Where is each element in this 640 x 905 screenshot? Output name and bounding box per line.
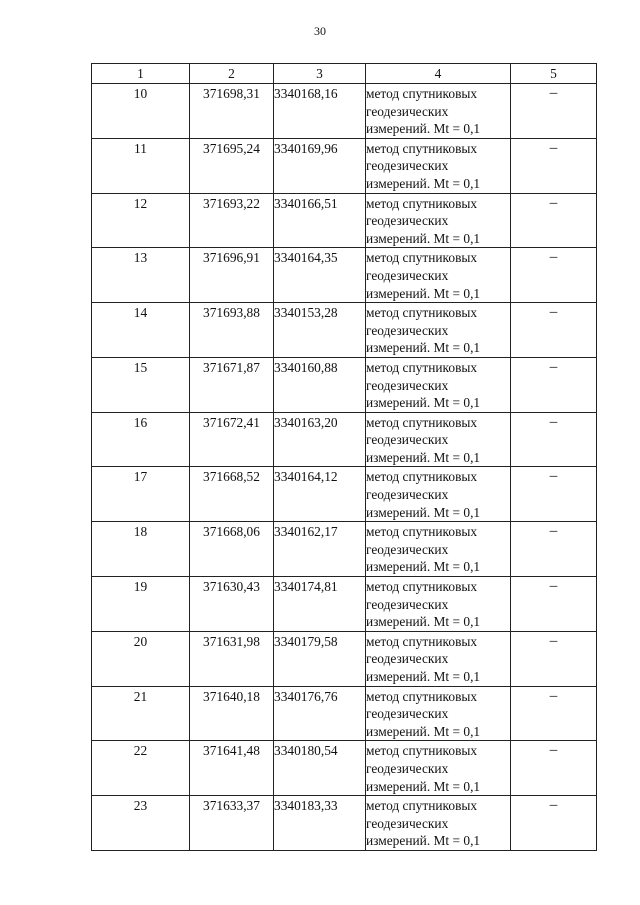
point-number-cell: 19 [92, 577, 190, 632]
table-row [92, 577, 597, 632]
method-line-3: измерений. Mt = 0,1 [366, 778, 481, 794]
coordinate-y-cell: 3340174,81 [274, 577, 366, 632]
method-cell [366, 741, 511, 796]
point-number-cell: 11 [92, 138, 190, 193]
method-line-3: измерений. Mt = 0,1 [366, 121, 481, 137]
header-col-2: 2 [190, 64, 274, 84]
table-row [92, 412, 597, 467]
coordinate-y-cell: 3340180,54 [274, 741, 366, 796]
coordinate-x-cell: 371631,98 [190, 631, 274, 686]
method-cell [366, 138, 511, 193]
method-cell [366, 248, 511, 303]
coordinate-x-cell: 371668,52 [190, 467, 274, 522]
method-cell [366, 412, 511, 467]
coordinate-y-cell: 3340183,33 [274, 796, 366, 851]
method-line-2: геодезических [366, 322, 449, 338]
point-number-cell: 22 [92, 741, 190, 796]
method-line-2: геодезических [366, 377, 449, 393]
method-line-1: метод спутниковых [366, 633, 478, 649]
table-row [92, 631, 597, 686]
coordinates-table [91, 63, 597, 851]
header-col-4: 4 [366, 64, 511, 84]
method-line-3: измерений. Mt = 0,1 [366, 504, 481, 520]
point-number-cell: 21 [92, 686, 190, 741]
coordinate-x-cell: 371695,24 [190, 138, 274, 193]
method-line-2: геодезических [366, 760, 449, 776]
column-5-cell: – [511, 138, 597, 193]
column-5-cell: – [511, 522, 597, 577]
method-line-3: измерений. Mt = 0,1 [366, 230, 481, 246]
method-line-1: метод спутниковых [366, 359, 478, 375]
method-line-3: измерений. Mt = 0,1 [366, 559, 481, 575]
coordinate-x-cell: 371630,43 [190, 577, 274, 632]
coordinate-y-cell: 3340164,35 [274, 248, 366, 303]
column-5-cell: – [511, 631, 597, 686]
table-body [92, 84, 597, 851]
coordinate-x-cell: 371641,48 [190, 741, 274, 796]
coordinate-x-cell: 371698,31 [190, 84, 274, 139]
point-number-cell: 18 [92, 522, 190, 577]
method-line-3: измерений. Mt = 0,1 [366, 669, 481, 684]
column-5-cell: – [511, 412, 597, 467]
method-line-3: измерений. Mt = 0,1 [366, 340, 481, 356]
table-row [92, 357, 597, 412]
column-5-cell: – [511, 84, 597, 139]
table-row [92, 796, 597, 851]
coordinate-y-cell: 3340153,28 [274, 303, 366, 358]
header-col-3: 3 [274, 64, 366, 84]
point-number-cell: 20 [92, 631, 190, 686]
coordinate-y-cell: 3340160,88 [274, 357, 366, 412]
table-row [92, 686, 597, 741]
table-row [92, 84, 597, 139]
method-cell [366, 686, 511, 741]
method-cell [366, 522, 511, 577]
column-5-cell: – [511, 577, 597, 632]
header-col-1: 1 [92, 64, 190, 84]
column-5-cell: – [511, 193, 597, 248]
method-line-2: геодезических [366, 432, 449, 448]
method-line-3: измерений. Mt = 0,1 [366, 395, 481, 411]
header-col-5: 5 [511, 64, 597, 84]
point-number-cell: 10 [92, 84, 190, 139]
point-number-cell: 14 [92, 303, 190, 358]
method-line-2: геодезических [366, 596, 449, 612]
method-line-3: измерений. Mt = 0,1 [366, 175, 481, 191]
method-cell [366, 303, 511, 358]
method-line-3: измерений. Mt = 0,1 [366, 449, 481, 465]
coordinate-y-cell: 3340166,51 [274, 193, 366, 248]
method-line-2: геодезических [366, 213, 449, 229]
method-line-1: метод спутниковых [366, 250, 478, 266]
method-line-1: метод спутниковых [366, 579, 478, 595]
method-cell [366, 84, 511, 139]
table-row [92, 467, 597, 522]
method-line-2: геодезических [366, 541, 449, 557]
method-line-2: геодезических [366, 158, 449, 174]
method-line-1: метод спутниковых [366, 469, 478, 485]
coordinate-y-cell: 3340176,76 [274, 686, 366, 741]
point-number-cell: 16 [92, 412, 190, 467]
coordinate-y-cell: 3340169,96 [274, 138, 366, 193]
page-number: 30 [314, 24, 326, 38]
method-line-2: геодезических [366, 487, 449, 503]
table-row [92, 193, 597, 248]
method-cell [366, 467, 511, 522]
method-cell [366, 631, 511, 686]
coordinate-x-cell: 371693,22 [190, 193, 274, 248]
coordinate-y-cell: 3340179,58 [274, 631, 366, 686]
method-line-3: измерений. Mt = 0,1 [366, 723, 481, 739]
coordinate-x-cell: 371672,41 [190, 412, 274, 467]
column-5-cell: – [511, 686, 597, 741]
method-line-1: метод спутниковых [366, 140, 478, 156]
coordinate-x-cell: 371671,87 [190, 357, 274, 412]
method-line-1: метод спутниковых [366, 524, 478, 540]
coordinate-x-cell: 371668,06 [190, 522, 274, 577]
method-line-3: измерений. Mt = 0,1 [366, 285, 481, 301]
column-5-cell: – [511, 303, 597, 358]
method-line-2: геодезических [366, 267, 449, 283]
method-line-1: метод спутниковых [366, 688, 478, 704]
method-line-1: метод спутниковых [366, 414, 478, 430]
table-row [92, 248, 597, 303]
table-header-row [92, 64, 597, 84]
method-line-2: геодезических [366, 651, 449, 667]
table-row [92, 303, 597, 358]
coordinate-y-cell: 3340162,17 [274, 522, 366, 577]
method-line-3: измерений. Mt = 0,1 [366, 614, 481, 630]
column-5-cell: – [511, 248, 597, 303]
method-cell [366, 796, 511, 851]
method-line-1: метод спутниковых [366, 195, 478, 211]
column-5-cell: – [511, 796, 597, 851]
point-number-cell: 17 [92, 467, 190, 522]
method-cell [366, 577, 511, 632]
table-row [92, 138, 597, 193]
coordinate-x-cell: 371633,37 [190, 796, 274, 851]
column-5-cell: – [511, 357, 597, 412]
coordinate-x-cell: 371696,91 [190, 248, 274, 303]
method-cell [366, 357, 511, 412]
table-row [92, 522, 597, 577]
table-row [92, 741, 597, 796]
coordinate-x-cell: 371693,88 [190, 303, 274, 358]
method-line-2: геодезических [366, 706, 449, 722]
point-number-cell: 12 [92, 193, 190, 248]
method-line-1: метод спутниковых [366, 305, 478, 321]
method-cell [366, 193, 511, 248]
method-line-1: метод спутниковых [366, 86, 478, 101]
method-line-2: геодезических [366, 815, 449, 831]
point-number-cell: 15 [92, 357, 190, 412]
method-line-2: геодезических [366, 103, 449, 119]
point-number-cell: 23 [92, 796, 190, 851]
method-line-1: метод спутниковых [366, 798, 478, 814]
column-5-cell: – [511, 467, 597, 522]
point-number-cell: 13 [92, 248, 190, 303]
coordinate-y-cell: 3340164,12 [274, 467, 366, 522]
coordinate-y-cell: 3340163,20 [274, 412, 366, 467]
column-5-cell: – [511, 741, 597, 796]
method-line-3: измерений. Mt = 0,1 [366, 833, 481, 849]
coordinate-y-cell: 3340168,16 [274, 84, 366, 139]
coordinate-x-cell: 371640,18 [190, 686, 274, 741]
method-line-1: метод спутниковых [366, 743, 478, 759]
